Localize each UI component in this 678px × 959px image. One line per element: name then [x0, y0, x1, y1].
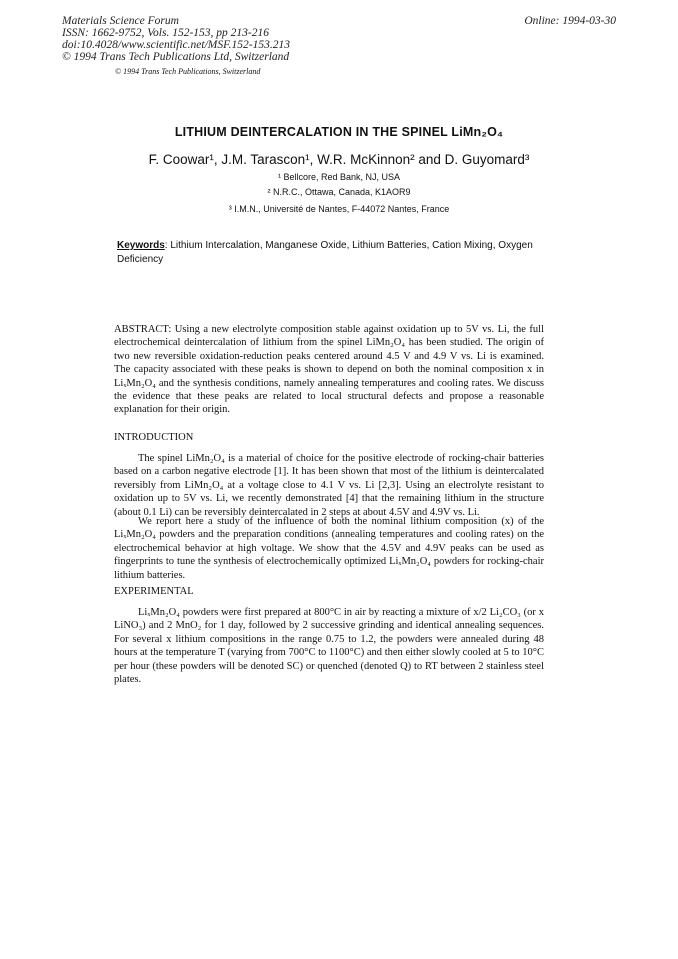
- paper-title: LITHIUM DEINTERCALATION IN THE SPINEL LiMn₂O₄: [174, 125, 504, 139]
- intro-heading: INTRODUCTION: [114, 432, 194, 443]
- abstract: ABSTRACT: Using a new electrolyte composition stable against oxidation up to 5V vs. Li, the full electrochemical deintercalation of lithium from the spinel LiMn₂O₄ has been studied. The origin of two new reversible oxidation-reduction peaks centered around 4.5 V and 4.9 V vs. Li is examined. The capacity associated with these peaks is shown to depend on both the nominal composition x in LiₓMn₂O₄ and the synthesis conditions, namely annealing temperatures and cooling rates. We discuss the evidence that these peaks are related to local structural defects and propose a reasonable explanation for their origin.: [114, 324, 544, 416]
- keywords-text: : Lithium Intercalation, Manganese Oxide, Lithium Batteries, Cation Mixing, Oxygen Deficiency: [117, 240, 533, 265]
- issn-line: ISSN: 1662-9752, Vols. 152-153, pp 213-216: [62, 27, 269, 39]
- authors: F. Coowar¹, J.M. Tarascon¹, W.R. McKinnon² and D. Guyomard³: [148, 152, 530, 167]
- journal-name: Materials Science Forum: [62, 15, 179, 27]
- copyright-small: © 1994 Trans Tech Publications, Switzerland: [115, 67, 261, 76]
- experimental-paragraph: LiₓMn₂O₄ powders were first prepared at 800°C in air by reacting a mixture of x/2 Li₂CO₃ (or x LiNO₃) and 2 MnO₂ for 1 day, followed by 2 successive grinding and identical annealing sequences. For several x lithium compositions in the range 0.75 to 1.2, the powders were annealed during 48 hours at the temperature T (varying from 700°C to 1100°C) and then either slowly cooled at 5 to 10°C per hour (these powders will be denoted SC) or quenched (denoted Q) to RT between 2 stainless steel plates.: [114, 607, 544, 686]
- affiliation-2: ² N.R.C., Ottawa, Canada, K1AOR9: [267, 187, 411, 197]
- copyright-line: © 1994 Trans Tech Publications Ltd, Switzerland: [62, 51, 290, 63]
- online-date: Online: 1994-03-30: [524, 15, 616, 27]
- intro-paragraph-1: The spinel LiMn₂O₄ is a material of choice for the positive electrode of rocking-chair batteries based on a carbon negative electrode [1]. It has been shown that most of the lithium is deintercalated reversibly from LiMn₂O₄ at a voltage close to 4.1 V vs. Li [2,3]. Using an electrolyte resistant to oxidation up to 5V vs. Li, we recently demonstrated [4] that the remaining lithium in the structure (about 0.1 Li) can be reversibly deintercalated in 2 steps at about 4.5V and 4.9V vs. Li.: [114, 453, 544, 518]
- affiliation-1: ¹ Bellcore, Red Bank, NJ, USA: [277, 172, 401, 182]
- doi-line[interactable]: doi:10.4028/www.scientific.net/MSF.152-153.213: [62, 39, 290, 51]
- keywords-label: Keywords: [117, 240, 165, 251]
- affiliation-3: ³ I.M.N., Université de Nantes, F-44072 Nantes, France: [228, 204, 450, 214]
- experimental-heading: EXPERIMENTAL: [114, 586, 194, 597]
- keywords: [117, 239, 557, 267]
- intro-paragraph-2: We report here a study of the influence of both the nominal lithium composition (x) of the LiₓMn₂O₄ powders and the preparation conditions (annealing temperatures and cooling rates) on the electrochemical behavior at high voltage. We show that the 4.5V and 4.9V peaks can be used as fingerprints to tune the synthesis of electrochemically optimized LiₓMn₂O₄ powders for rocking-chair lithium batteries.: [114, 516, 544, 581]
